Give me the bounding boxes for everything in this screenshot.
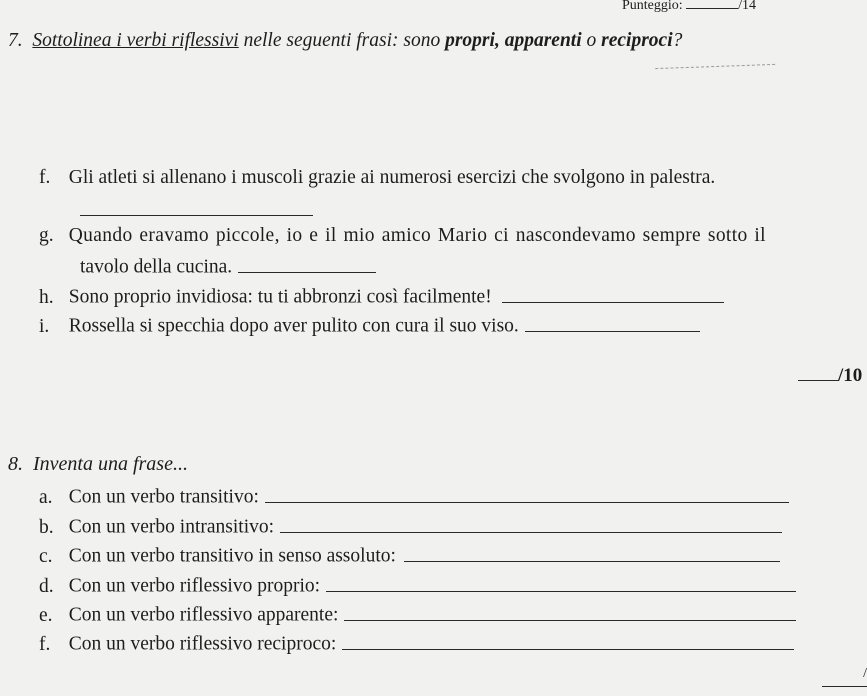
score-total: /14 bbox=[738, 0, 757, 13]
score-label: Punteggio: bbox=[622, 0, 683, 13]
item-text: Con un verbo riflessivo proprio: bbox=[68, 575, 321, 597]
score-blank[interactable] bbox=[798, 361, 838, 381]
ex7-item-f bbox=[39, 167, 715, 189]
ex8-item-b bbox=[39, 512, 782, 539]
item-text: Con un verbo riflessivo apparente: bbox=[68, 604, 339, 626]
answer-line-e[interactable] bbox=[344, 600, 796, 621]
ex8-item-c bbox=[39, 541, 780, 568]
answer-line-c[interactable] bbox=[404, 541, 780, 562]
item-text: Gli atleti si allenano i muscoli grazie ai numerosi esercizi che svolgono in palestra. bbox=[68, 167, 716, 188]
exercise-7-instruction: Sottolinea i verbi riflessivi bbox=[32, 30, 239, 51]
ex7-item-g bbox=[39, 225, 766, 247]
ex7-item-g-continuation bbox=[80, 252, 376, 279]
item-text: Sono proprio invidiosa: tu ti abbronzi così facilmente! bbox=[68, 286, 492, 308]
answer-line-d[interactable] bbox=[326, 571, 796, 592]
item-text: tavolo della cucina. bbox=[80, 256, 233, 278]
score-blank[interactable] bbox=[686, 0, 738, 9]
exercise-7-title bbox=[8, 30, 682, 52]
item-letter: f. bbox=[39, 167, 51, 188]
item-text: Quando eravamo piccole, io e il mio amico Mario ci nascondevamo sempre sotto il bbox=[68, 225, 766, 246]
exercise-7-question: nelle seguenti frasi: sono bbox=[238, 30, 446, 51]
exercise-8-title bbox=[8, 453, 188, 476]
ex8-item-d bbox=[39, 571, 796, 598]
exercise-7-number: 7. bbox=[8, 30, 23, 51]
score-total: / bbox=[863, 666, 867, 681]
ex8-item-a bbox=[39, 482, 789, 509]
type-propri: propri bbox=[445, 30, 495, 51]
score-total: /10 bbox=[838, 365, 863, 386]
answer-line-g[interactable] bbox=[238, 252, 376, 273]
item-letter: a. bbox=[39, 486, 53, 508]
pencil-scribble bbox=[655, 52, 775, 69]
type-apparenti: apparenti bbox=[504, 30, 582, 51]
answer-line-i[interactable] bbox=[525, 311, 700, 332]
question-mark: ? bbox=[672, 30, 683, 51]
answer-line-b[interactable] bbox=[280, 512, 782, 533]
answer-line-a[interactable] bbox=[265, 482, 789, 503]
total-score-field[interactable] bbox=[622, 0, 756, 14]
ex7-item-h bbox=[39, 282, 724, 309]
exercise-8-instruction: Inventa una frase... bbox=[33, 453, 188, 475]
connector: o bbox=[581, 30, 602, 51]
item-letter: e. bbox=[39, 604, 53, 626]
item-text: Con un verbo intransitivo: bbox=[68, 516, 275, 538]
ex7-item-i bbox=[39, 311, 700, 338]
exercise-7-score[interactable] bbox=[798, 361, 862, 387]
exercise-8-score[interactable] bbox=[822, 668, 867, 687]
item-letter: d. bbox=[39, 575, 54, 597]
item-letter: f. bbox=[39, 633, 51, 655]
item-text: Rossella si specchia dopo aver pulito con cura il suo viso. bbox=[68, 315, 519, 337]
answer-line-h[interactable] bbox=[502, 282, 724, 303]
answer-line-f[interactable] bbox=[342, 629, 794, 650]
item-text: Con un verbo riflessivo reciproco: bbox=[68, 633, 337, 655]
item-letter: g. bbox=[39, 225, 54, 246]
item-letter: h. bbox=[39, 286, 54, 308]
item-letter: i. bbox=[39, 315, 50, 337]
item-text: Con un verbo transitivo in senso assoluto: bbox=[68, 545, 396, 567]
item-text: Con un verbo transitivo: bbox=[68, 486, 259, 508]
answer-line-f[interactable] bbox=[80, 214, 313, 216]
type-reciproci: reciproci bbox=[601, 30, 673, 51]
comma: , bbox=[494, 30, 505, 51]
item-letter: b. bbox=[39, 516, 54, 538]
ex8-item-e bbox=[39, 600, 796, 627]
exercise-8-number: 8. bbox=[8, 453, 23, 475]
ex8-item-f bbox=[39, 629, 794, 656]
item-letter: c. bbox=[39, 545, 53, 567]
